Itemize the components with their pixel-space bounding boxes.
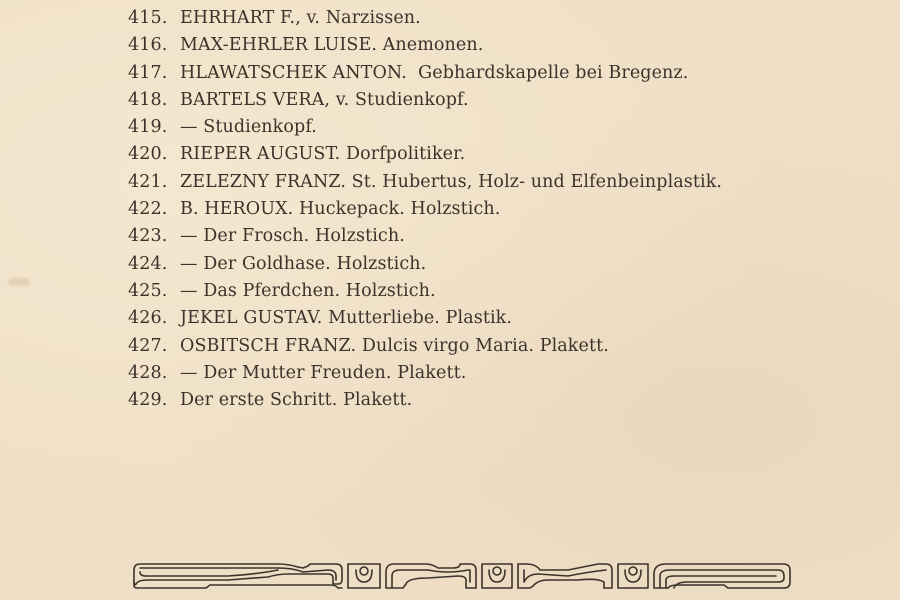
entry-text: HLAWATSCHEK ANTON. Gebhardskapelle bei Bregenz. [180,62,689,83]
entry-text: — Studienkopf. [180,117,317,138]
entry-text: JEKEL GUSTAV. Mutterliebe. Plastik. [180,308,513,329]
catalog-entry [128,360,722,387]
entry-text: — Der Frosch. Holzstich. [180,226,405,247]
entry-text: Der erste Schritt. Plakett. [180,390,413,411]
entry-text: OSBITSCH FRANZ. Dulcis virgo Maria. Plakett. [180,335,609,356]
entry-text: — Das Pferdchen. Holzstich. [180,280,436,301]
entry-text: — Der Goldhase. Holzstich. [180,253,427,274]
catalog-entry [128,5,722,32]
entry-number: 426. [128,308,168,329]
entry-number: 427. [128,335,168,356]
entry-text: RIEPER AUGUST. Dorfpolitiker. [180,144,466,165]
entry-number: 420. [128,144,168,165]
catalog-entry [128,114,722,141]
entry-text: — Der Mutter Freuden. Plakett. [180,362,467,383]
catalog-entry [128,196,722,223]
catalog-entry [128,387,722,414]
entry-number: 419. [128,117,168,138]
entry-number: 415. [128,8,168,28]
entry-number: 425. [128,280,168,301]
catalog-entry [128,87,722,114]
catalog-entry-list [128,5,722,414]
entry-number: 418. [128,89,168,110]
catalog-entry [128,333,722,360]
catalog-entry [128,141,722,168]
entry-number: 421. [128,171,168,192]
catalog-entry [128,223,722,250]
entry-number: 424. [128,253,168,274]
catalog-entry [128,305,722,332]
catalog-entry [128,251,722,278]
catalog-entry [128,32,722,59]
entry-number: 428. [128,362,168,383]
entry-text: B. HEROUX. Huckepack. Holzstich. [180,199,501,220]
entry-number: 422. [128,199,168,220]
art-nouveau-border-icon [128,558,796,592]
entry-text: ZELEZNY FRANZ. St. Hubertus, Holz- und Elfenbeinplastik. [180,171,723,192]
catalog-entry [128,278,722,305]
entry-number: 423. [128,226,168,247]
entry-text: BARTELS VERA, v. Studienkopf. [180,89,469,110]
entry-number: 416. [128,35,168,56]
catalog-entry [128,60,722,87]
entry-text: MAX-EHRLER LUISE. Anemonen. [180,35,484,56]
entry-text: EHRHART F., v. Narzissen. [180,8,421,28]
margin-smudge [8,278,30,286]
catalog-entry [128,169,722,196]
entry-number: 429. [128,390,168,411]
entry-number: 417. [128,62,168,83]
